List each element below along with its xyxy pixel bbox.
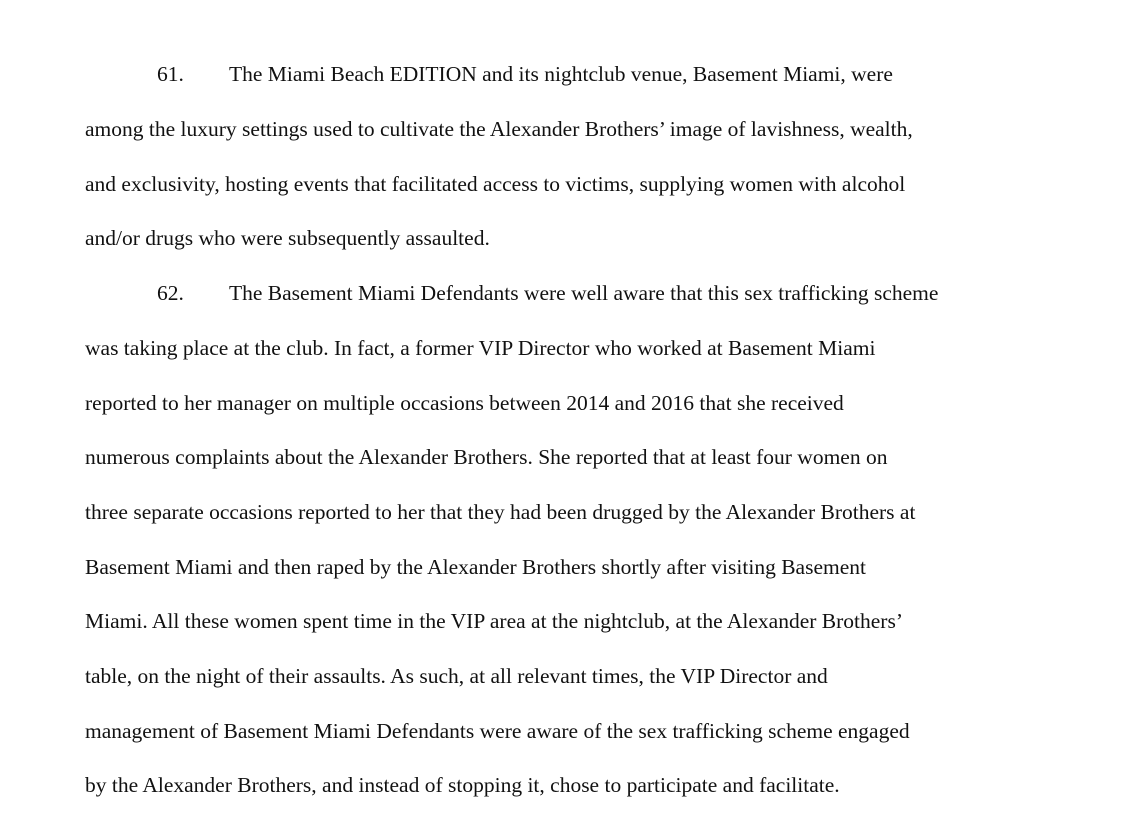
paragraph-line: Basement Miami and then raped by the Alexander Brothers shortly after visiting Basement (85, 555, 866, 579)
paragraph-line: reported to her manager on multiple occasions between 2014 and 2016 that she received (85, 391, 844, 415)
paragraph-line: management of Basement Miami Defendants were aware of the sex trafficking scheme engaged (85, 719, 910, 743)
paragraph-line: numerous complaints about the Alexander Brothers. She reported that at least four women on (85, 445, 888, 469)
paragraph-line: was taking place at the club. In fact, a former VIP Director who worked at Basement Miami (85, 336, 876, 360)
paragraph-line: and/or drugs who were subsequently assaulted. (85, 226, 490, 250)
paragraph-line: The Miami Beach EDITION and its nightclub venue, Basement Miami, were (229, 62, 893, 86)
paragraph-line: three separate occasions reported to her that they had been drugged by the Alexander Brothers at (85, 500, 916, 524)
paragraph-line: Miami. All these women spent time in the VIP area at the nightclub, at the Alexander Brothers’ (85, 609, 903, 633)
paragraph-line: by the Alexander Brothers, and instead of stopping it, chose to participate and facilitate. (85, 773, 840, 797)
paragraph-line: among the luxury settings used to cultivate the Alexander Brothers’ image of lavishness, wealth, (85, 117, 913, 141)
paragraph-number: 61. (157, 62, 184, 86)
paragraph-line: table, on the night of their assaults. As such, at all relevant times, the VIP Director and (85, 664, 828, 688)
paragraph-line: and exclusivity, hosting events that facilitated access to victims, supplying women with alcohol (85, 172, 906, 196)
paragraph-number: 62. (157, 281, 184, 305)
paragraph-line: The Basement Miami Defendants were well aware that this sex trafficking scheme (229, 281, 939, 305)
